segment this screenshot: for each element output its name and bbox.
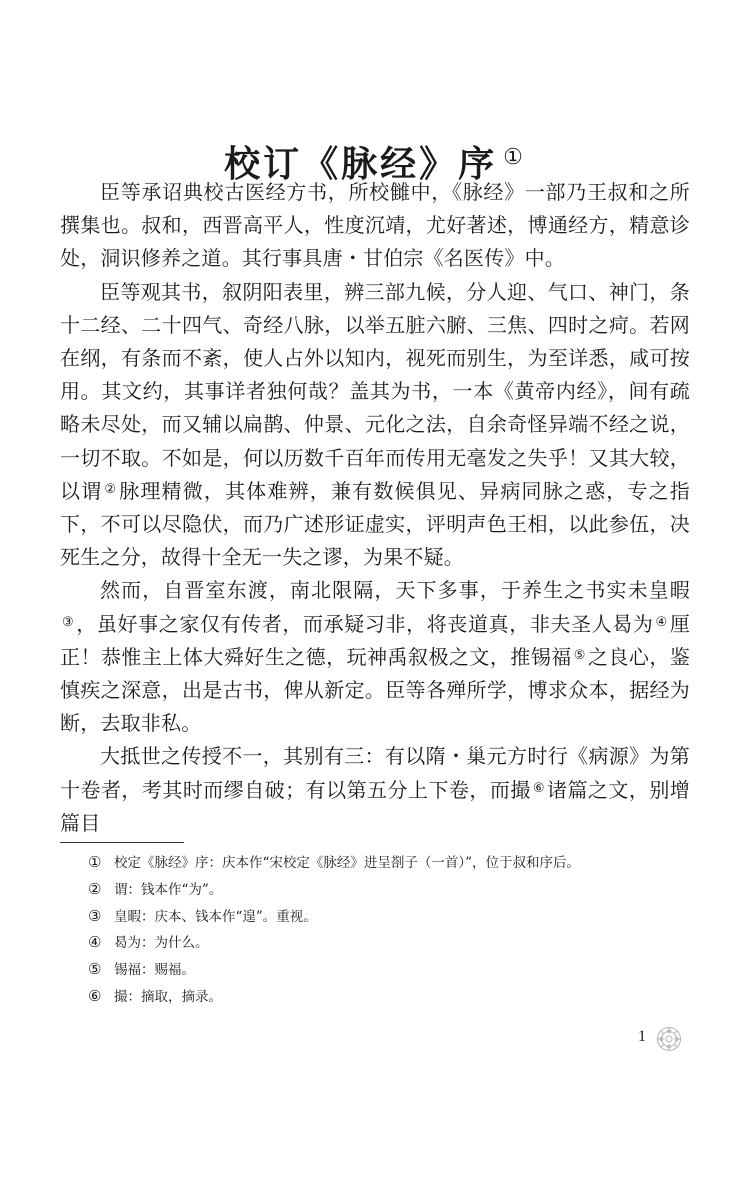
footnote-5	[88, 957, 698, 984]
footnote-text: 谓：钱本作“为”。	[114, 881, 223, 898]
footnote-marker: ⑥	[532, 780, 545, 796]
paragraph-text: 厘正！恭惟主上体大舜好生之德，玩神禹叙极之文，推锡福	[60, 611, 691, 669]
footnote-number: ②	[88, 879, 102, 898]
footnote-1	[88, 850, 698, 877]
paragraph-text: 大抵世之传授不一，其别有三：有以隋・巢元方时行《病源》为第十卷者，考其时而缪自破；有以第五分上下卷，而撮	[60, 744, 690, 802]
paragraph-text: ，虽好事之家仅有传者，而承疑习非，将丧道真，非夫圣人曷为	[76, 611, 654, 636]
footnote-marker: ③	[62, 614, 75, 630]
footnote-marker: ②	[104, 481, 118, 497]
footnote-number: ⑥	[88, 986, 102, 1005]
footnote-number: ④	[88, 933, 102, 952]
title-footnote-marker: ①	[503, 145, 526, 171]
footnote-6	[88, 984, 698, 1011]
paragraph-text: 然而，自晋室东渡，南北限隔，天下多事，于养生之书实未皇暇	[100, 578, 690, 603]
page-number: 1	[638, 1028, 646, 1045]
footnotes	[88, 850, 698, 1011]
paragraph-text: 之良心，鉴慎疾之深意，出是古书，俾从新定。臣等各殚所学，博求众本，据经为断，去取非私。	[60, 644, 691, 736]
paragraph-2	[60, 276, 690, 575]
paragraph-text: 诸篇之文，别增篇目	[60, 777, 691, 835]
footnote-divider	[60, 842, 184, 843]
main-text	[60, 176, 690, 840]
footnote-text: 锡福：赐福。	[114, 962, 195, 979]
footnote-number: ③	[88, 906, 102, 925]
paragraph-text: 臣等观其书，叙阴阳表里，辨三部九候，分人迎、气口、神门，条十二经、二十四气、奇经八脉，以举五脏六腑、三焦、四时之疴。若网在纲，有条而不紊，使人占外以知内，视死而别生，为至详悉，咸可按用。其文约，其事详者独何哉？盖其为书，一本《黄帝内经》，间有疏略未尽处，而又辅以扁鹊、仲景、元化之法，自余奇怪异端不经之说，一切不取。不如是，何以历数千百年而传用无毫发之失乎！又其大较，以谓	[60, 279, 690, 503]
footnote-text: 校定《脉经》序：庆本作“宋校定《脉经》进呈剳子（一首）”，位于叔和序后。	[114, 855, 581, 871]
footnote-text: 曷为：为什么。	[114, 935, 209, 952]
paragraph-4	[60, 740, 690, 840]
footnote-2	[88, 877, 698, 904]
footnote-text: 皇暇：庆本、钱本作“遑”。重视。	[114, 908, 317, 925]
footnote-3	[88, 904, 698, 931]
footnote-number: ①	[88, 853, 102, 871]
title-text: 校订《脉经》序	[224, 143, 498, 186]
paragraph-text: 脉理精微，其体难辨，兼有数候俱见、异病同脉之惑，专之指下，不可以尽隐伏，而乃广述形证虚实，评明声色王相，以此参伍，决死生之分，故得十全无一失之谬，为果不疑。	[60, 478, 691, 570]
footnote-marker: ⑤	[573, 647, 586, 663]
paragraph-text: 臣等承诏典校古医经方书，所校雠中，《脉经》一部乃王叔和之所撰集也。叔和，西晋高平人，性度沉靖，尤好著述，博通经方，精意诊处，洞识修养之道。其行事具唐・甘伯宗《名医传》中。	[60, 180, 690, 271]
paragraph-1	[60, 176, 690, 276]
footnote-marker: ④	[655, 614, 668, 630]
footnote-4	[88, 930, 698, 957]
footnote-number: ⑤	[88, 960, 102, 979]
footnote-text: 撮：摘取，摘录。	[114, 988, 222, 1005]
paragraph-3	[60, 574, 690, 740]
decorative-flower-icon	[656, 1026, 682, 1052]
